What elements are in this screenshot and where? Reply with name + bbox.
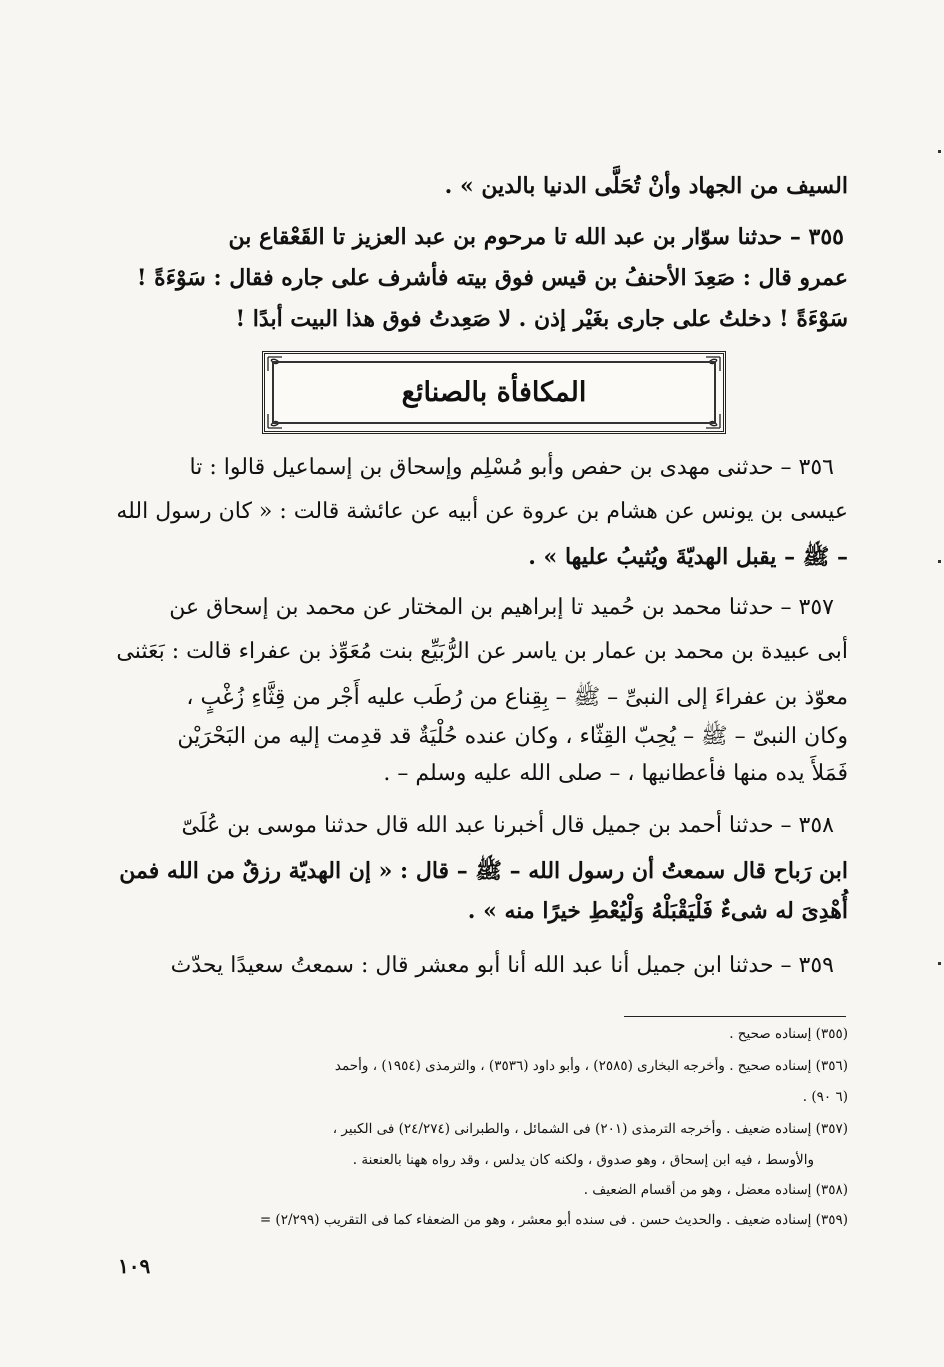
chapter-title: المكافأة بالصنائع	[401, 377, 587, 408]
footnote-separator	[624, 1016, 846, 1017]
hadith-355-line-3: سَوْءَةً ! دخلتُ على جارى بغَيْر إذن . لا صَعِدتُ فوق هذا البيت أبدًا !	[235, 306, 848, 332]
footnote-355: (٣٥٥) إسناده صحيح .	[729, 1026, 848, 1042]
chapter-title-frame	[262, 351, 726, 434]
hadith-358-line-1: ٣٥٨ – حدثنا أحمد بن جميل قال أخبرنا عبد الله قال حدثنا موسى بن عُلَىّ	[181, 813, 834, 838]
hadith-356-line-1: ٣٥٦ – حدثنى مهدى بن حفص وأبو مُسْلِم وإسحاق بن إسماعيل قالوا : تا	[189, 455, 834, 480]
footnote-359: (٣٥٩) إسناده ضعيف . والحديث حسن . فى سنده أبو معشر ، وهو من الضعفاء كما فى التقريب (٢/٢٩٩) =	[259, 1212, 848, 1228]
hadith-357-line-1: ٣٥٧ – حدثنا محمد بن حُميد تا إبراهيم بن المختار عن محمد بن إسحاق عن	[169, 595, 834, 620]
page-number: ١٠٩	[118, 1254, 151, 1278]
footnote-357-cont: والأوسط ، فيه ابن إسحاق ، وهو صدوق ، ولكنه كان يدلس ، وقد رواه ههنا بالعنعنة .	[352, 1152, 814, 1168]
footnote-358: (٣٥٨) إسناده معضل ، وهو من أقسام الضعيف .	[583, 1182, 848, 1198]
scan-speck	[938, 560, 941, 563]
hadith-357-line-4: وكان النبىّ – ﷺ – يُحِبّ القِثّاء ، وكان عنده حُلْيَةٌ قد قدِمت إليه من البَحْرَيْن	[177, 724, 848, 749]
hadith-358-line-2: ابن رَباح قال سمعتُ أن رسول الله – ﷺ – قال : « إن الهديّة رزقٌ من الله فمن	[119, 858, 848, 884]
scan-speck	[938, 962, 941, 965]
hadith-358-line-3: أُهْدِىَ له شىءٌ فَلْيَقْبَلْهُ وَلْيُعْطِ خيرًا منه » .	[467, 898, 848, 924]
hadith-357-line-2: أبى عبيدة بن محمد بن عمار بن ياسر عن الرُّبَيِّع بنت مُعَوِّذ بن عفراء قالت : بَعَثنى	[116, 639, 848, 664]
footnote-357: (٣٥٧) إسناده ضعيف . وأخرجه الترمذى (٢٠١) فى الشمائل ، والطبرانى (٢٤/٢٧٤) فى الكبير ،	[332, 1121, 848, 1137]
continuation-line: السيف من الجهاد وأنْ تُحَلَّى الدنيا بالدين » .	[444, 173, 848, 199]
hadith-355-line-2: عمرو قال : صَعِدَ الأحنفُ بن قيس فوق بيته فأشرف على جاره فقال : سَوْءَةً !	[136, 265, 848, 291]
hadith-356-line-3: – ﷺ – يقبل الهديّةَ ويُثيبُ عليها » .	[528, 544, 848, 570]
hadith-357-line-3: معوّذ بن عفراءَ إلى النبىِّ – ﷺ – بِقِناع من رُطَب عليه أَجْر من قِثَّاءِ زُغْبٍ ،	[186, 685, 848, 710]
chapter-title-inner	[272, 361, 716, 424]
hadith-356-line-2: عيسى بن يونس عن هشام بن عروة عن أبيه عن عائشة قالت : « كان رسول الله	[116, 499, 848, 524]
hadith-359-line-1: ٣٥٩ – حدثنا ابن جميل أنا عبد الله أنا أبو معشر قال : سمعتُ سعيدًا يحدّث	[170, 953, 834, 978]
scan-speck	[938, 150, 941, 153]
hadith-355-line-1: ٣٥٥ – حدثنا سوّار بن عبد الله تا مرحوم بن عبد العزيز تا القَعْقاع بن	[228, 224, 844, 250]
footnote-356-cont: (٦ ٩٠) .	[802, 1089, 848, 1105]
hadith-357-line-5: فَمَلأَ يده منها فأعطانيها ، – صلى الله عليه وسلم – .	[383, 761, 848, 786]
footnote-356: (٣٥٦) إسناده صحيح . وأخرجه البخارى (٢٥٨٥) ، وأبو داود (٣٥٣٦) ، والترمذى (١٩٥٤) ، وأحمد	[334, 1058, 848, 1074]
